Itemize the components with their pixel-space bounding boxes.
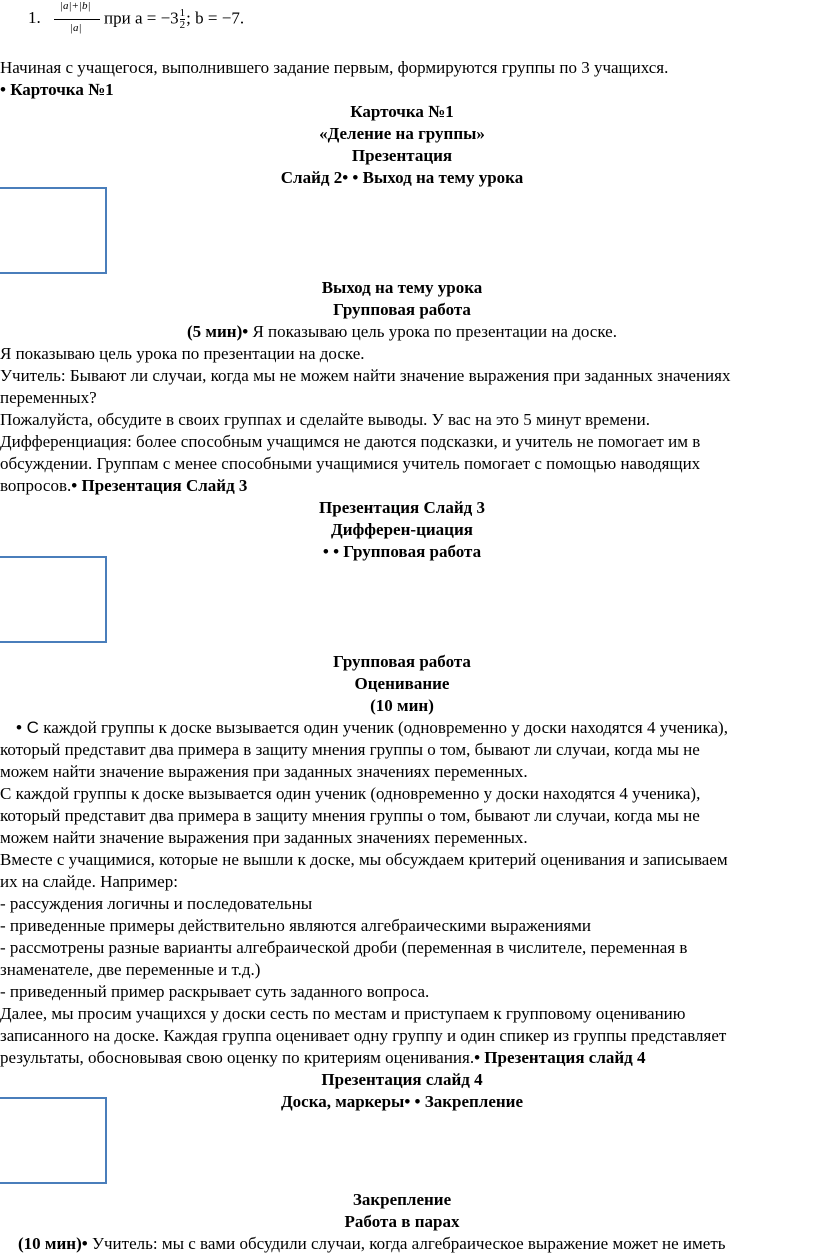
- paragraph-board-2: который представит два примера в защиту мнения группы о том, бывают ли случаи, когда мы не: [0, 740, 700, 759]
- board-markers-heading: Доска, маркеры• • Закрепление: [280, 1092, 524, 1111]
- paragraph-groups: Начиная с учащегося, выполнившего задание первым, формируются группы по 3 учащихся.: [0, 58, 669, 77]
- mixed-fraction-bottom: 2: [179, 19, 186, 31]
- paragraph-diff-1: Дифференциация: более способным учащимся не даются подсказки, и учитель не помогает им в: [0, 432, 701, 451]
- paragraph-goal: Я показываю цель урока по презентации на доске.: [0, 344, 365, 363]
- slide2-heading: Слайд 2• • Выход на тему урока: [280, 168, 524, 187]
- consolidation-heading: Закрепление: [352, 1190, 452, 1209]
- slide3-heading: Презентация Слайд 3: [319, 498, 485, 517]
- questions-text: вопросов.: [0, 476, 72, 495]
- image-placeholder-3: [0, 1097, 107, 1184]
- paragraph-board-4: С каждой группы к доске вызывается один ученик (одновременно у доски находятся 4 ученика),: [0, 784, 701, 803]
- time-text-5: Я показываю цель урока по презентации на доске.: [248, 322, 617, 341]
- pair-work-heading: Работа в парах: [344, 1212, 460, 1231]
- time-label-10: (10 мин)•: [18, 1234, 88, 1253]
- condition-post: ; b = −7.: [186, 8, 245, 28]
- time-heading-10: (10 мин): [370, 696, 434, 715]
- board-text-1: каждой группы к доске вызывается один ученик (одновременно у доски находятся 4 ученика),: [38, 718, 728, 737]
- paragraph-board-3: можем найти значение выражения при заданных значениях переменных.: [0, 762, 528, 781]
- criteria-item-3: - рассмотрены разные варианты алгебраической дроби (переменная в числителе, переменная в: [0, 938, 688, 957]
- condition-pre: при a = −3: [104, 8, 179, 28]
- paragraph-diff-2: обсуждении. Группам с менее способными учащимися учитель помогает с помощью наводящих: [0, 454, 701, 473]
- group-work-heading-2: Групповая работа: [333, 652, 471, 671]
- differentiation-heading: Дифферен-циация: [331, 520, 473, 539]
- mixed-fraction-top: 1: [179, 7, 186, 19]
- criteria-item-2: - приведенные примеры действительно являются алгебраическими выражениями: [0, 916, 591, 935]
- card-bullet: • Карточка №1: [0, 80, 114, 99]
- mixed-fraction: [180, 8, 186, 31]
- group-work-heading: Групповая работа: [333, 300, 471, 319]
- fraction-bar: [54, 19, 100, 20]
- results-text: результаты, обосновывая свою оценку по критериям оценивания.: [0, 1048, 475, 1067]
- slide4-heading: Презентация слайд 4: [321, 1070, 483, 1089]
- topic-heading: Выход на тему урока: [321, 278, 483, 297]
- task-index: 1.: [28, 8, 41, 27]
- card-title: Карточка №1: [350, 102, 454, 121]
- paragraph-peer-1: Далее, мы просим учащихся у доски сесть по местам и приступаем к групповому оцениванию: [0, 1004, 686, 1023]
- criteria-item-4: - приведенный пример раскрывает суть заданного вопроса.: [0, 982, 430, 1001]
- paragraph-criteria-1: Вместе с учащимися, которые не вышли к доске, мы обсуждаем критерий оценивания и записываем: [0, 850, 728, 869]
- image-placeholder-2: [0, 556, 107, 643]
- presentation-heading: Презентация: [351, 146, 453, 165]
- bullet-c: • С: [16, 718, 39, 737]
- paragraph-board-6: можем найти значение выражения при заданных значениях переменных.: [0, 828, 528, 847]
- image-placeholder-1: [0, 187, 107, 274]
- criteria-item-3-cont: знаменателе, две переменные и т.д.): [0, 960, 261, 979]
- paragraph-board-1: [16, 717, 804, 739]
- fraction-numerator: |a|+|b|: [60, 0, 91, 12]
- paragraph-teacher-q1: Учитель: Бывают ли случаи, когда мы не можем найти значение выражения при заданных значениях: [0, 366, 731, 385]
- slide3-ref: • Презентация Слайд 3: [71, 476, 248, 495]
- paragraph-teacher-final: [18, 1233, 804, 1255]
- criteria-item-1: - рассуждения логичны и последовательны: [0, 894, 313, 913]
- time-note-5: [0, 321, 804, 343]
- group-work-bullets: • • Групповая работа: [322, 542, 482, 561]
- paragraph-peer-2: записанного на доске. Каждая группа оценивает одну группу и один спикер из группы представляет: [0, 1026, 727, 1045]
- card-subtitle: «Деление на группы»: [319, 124, 485, 143]
- paragraph-discuss: Пожалуйста, обсудите в своих группах и сделайте выводы. У вас на это 5 минут времени.: [0, 410, 650, 429]
- paragraph-teacher-q2: переменных?: [0, 388, 97, 407]
- assessment-heading: Оценивание: [354, 674, 450, 693]
- teacher-final-text: Учитель: мы с вами обсудили случаи, когда алгебраическое выражение может не иметь: [87, 1234, 726, 1253]
- paragraph-board-5: который представит два примера в защиту мнения группы о том, бывают ли случаи, когда мы не: [0, 806, 700, 825]
- task-condition: [104, 8, 244, 31]
- time-label-5: (5 мин)•: [187, 322, 249, 341]
- paragraph-diff-3: [0, 475, 804, 497]
- paragraph-criteria-2: их на слайде. Например:: [0, 872, 178, 891]
- paragraph-peer-3: [0, 1047, 804, 1069]
- slide4-ref: • Презентация слайд 4: [474, 1048, 646, 1067]
- fraction-denominator: |a|: [70, 22, 82, 34]
